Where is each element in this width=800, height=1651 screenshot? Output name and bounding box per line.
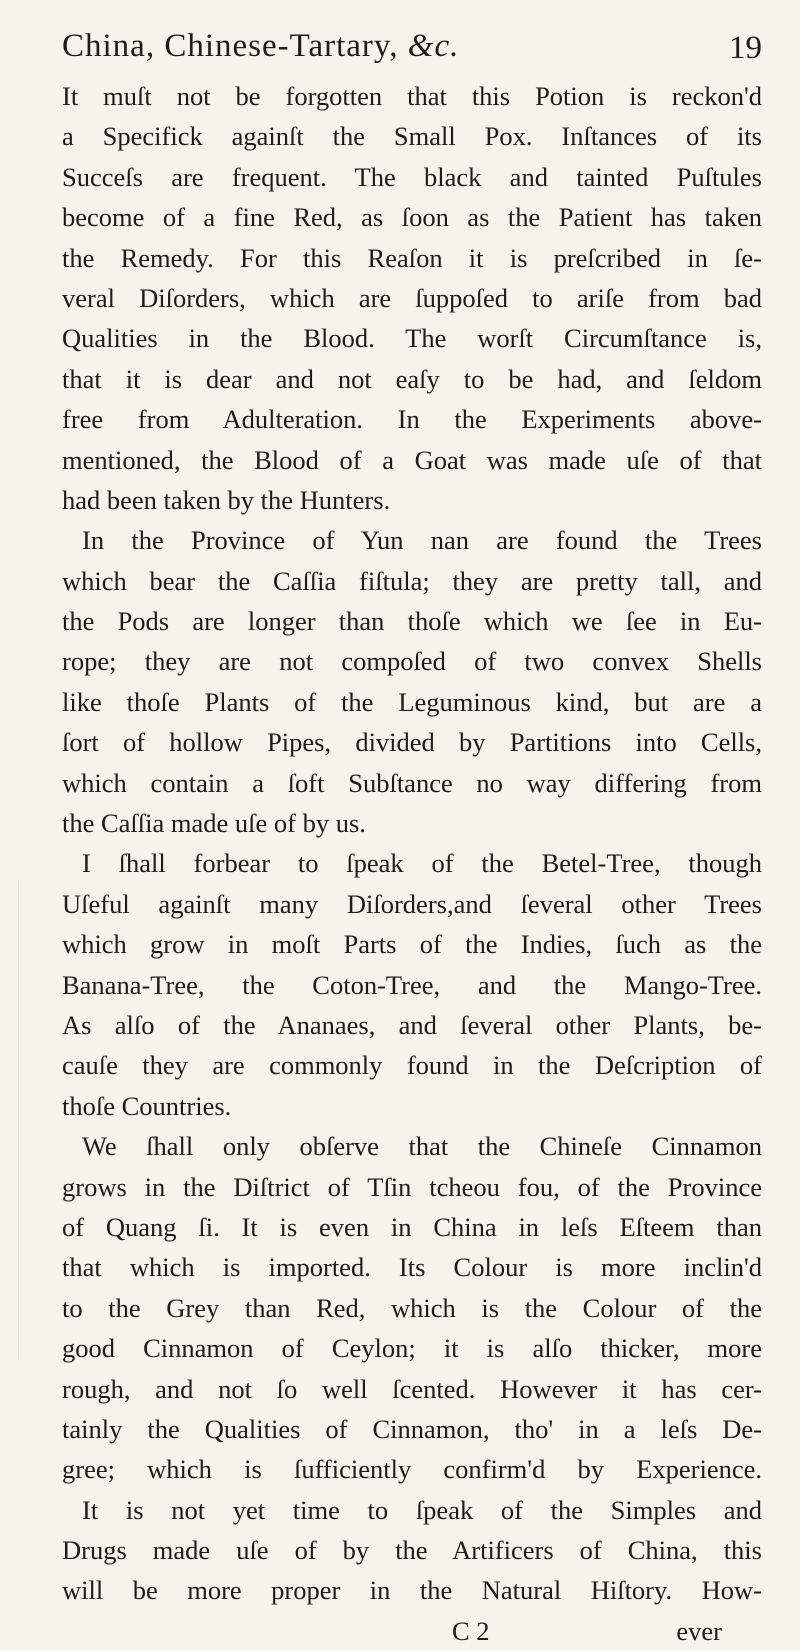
- signature-mark: C 2: [452, 1615, 490, 1646]
- text-line: rough, and not ſo well ſcented. However it has cer-: [62, 1373, 762, 1404]
- running-head-etc: &c.: [407, 28, 460, 64]
- text-line: which bear the Caſſia fiſtula; they are pretty tall, and: [62, 565, 762, 596]
- text-line: the Pods are longer than thoſe which we ſee in Eu-: [62, 606, 762, 637]
- text-line: rope; they are not compoſed of two convex Shells: [62, 646, 762, 677]
- text-line: Succeſs are frequent. The black and tainted Puſtules: [62, 161, 762, 192]
- page-footer: [62, 1611, 762, 1651]
- text-line: Qualities in the Blood. The worſt Circumſtance is,: [62, 323, 762, 354]
- text-line: the Caſſia made uſe of by us.: [62, 808, 366, 839]
- text-line: veral Diſorders, which are ſuppoſed to ariſe from bad: [62, 282, 762, 313]
- text-line: which grow in moſt Parts of the Indies, ſuch as the: [62, 929, 762, 960]
- page-header: [62, 22, 762, 68]
- text-line: grows in the Diſtrict of Tſin tcheou fou, of the Province: [62, 1171, 762, 1202]
- text-line: Banana-Tree, the Coton-Tree, and the Mango-Tree.: [62, 969, 762, 1000]
- running-head: [62, 28, 459, 65]
- paragraph-start: In the Province of Yun nan are found the Trees: [82, 525, 762, 556]
- text-line: will be more proper in the Natural Hiſtory. How-: [62, 1575, 762, 1606]
- catchword: ever: [676, 1615, 722, 1646]
- text-line: It muſt not be forgotten that this Potion is reckon'd: [62, 81, 762, 111]
- text-line: good Cinnamon of Ceylon; it is alſo thicker, more: [62, 1333, 762, 1364]
- text-line: tainly the Qualities of Cinnamon, tho' in a leſs De-: [62, 1413, 762, 1444]
- text-line: had been taken by the Hunters.: [62, 484, 391, 515]
- margin-shadow: [18, 880, 19, 1360]
- text-line: to the Grey than Red, which is the Colour of the: [62, 1292, 762, 1323]
- text-line: free from Adulteration. In the Experiments above-: [62, 404, 762, 435]
- text-line: ſort of hollow Pipes, divided by Partitions into Cells,: [62, 727, 762, 758]
- text-line: the Remedy. For this Reaſon it is preſcribed in ſe-: [62, 242, 762, 273]
- text-line: As alſo of the Ananaes, and ſeveral other Plants, be-: [62, 1009, 762, 1040]
- text-line: mentioned, the Blood of a Goat was made uſe of that: [62, 444, 762, 475]
- text-line: which contain a ſoft Subſtance no way differing from: [62, 767, 762, 798]
- paragraph-start: We ſhall only obſerve that the Chineſe Cinnamon: [82, 1131, 762, 1162]
- running-head-title: China, Chinese-Tartary,: [62, 28, 399, 64]
- text-line: thoſe Countries.: [62, 1090, 232, 1121]
- text-line: gree; which is ſufficiently confirm'd by Experience.: [62, 1454, 762, 1485]
- page-number: 19: [729, 30, 762, 66]
- text-line: cauſe they are commonly found in the Deſcription of: [62, 1050, 762, 1081]
- text-line: that which is imported. Its Colour is more inclin'd: [62, 1252, 762, 1283]
- text-line: a Specifick againſt the Small Pox. Inſtances of its: [62, 121, 762, 152]
- paragraph-start: I ſhall forbear to ſpeak of the Betel-Tree, though: [82, 848, 762, 879]
- text-line: that it is dear and not eaſy to be had, and ſeldom: [62, 363, 762, 394]
- text-line: like thoſe Plants of the Leguminous kind, but are a: [62, 686, 762, 717]
- paragraph-start: It is not yet time to ſpeak of the Simples and: [82, 1494, 762, 1525]
- text-line: Drugs made uſe of by the Artificers of China, this: [62, 1535, 762, 1566]
- text-line: of Quang ſi. It is even in China in leſs Eſteem than: [62, 1211, 762, 1242]
- text-line: become of a fine Red, as ſoon as the Patient has taken: [62, 202, 762, 233]
- text-line: Uſeful againſt many Diſorders,and ſeveral other Trees: [62, 888, 762, 919]
- body-text: [62, 76, 762, 1611]
